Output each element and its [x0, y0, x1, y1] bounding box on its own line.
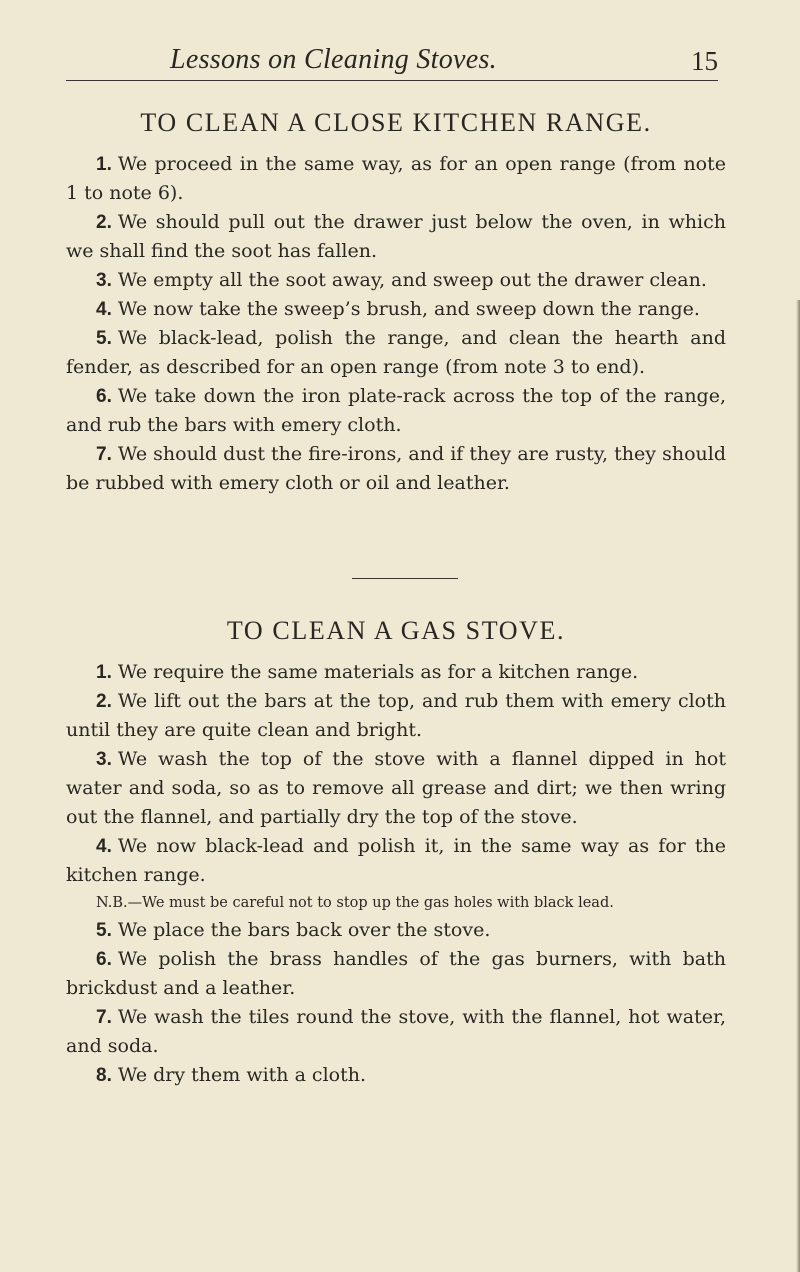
step — [66, 658, 726, 687]
step — [66, 295, 726, 324]
step — [66, 745, 726, 832]
step-text: We dry them with a cloth. — [117, 1064, 367, 1086]
step — [66, 687, 726, 745]
section-title: TO CLEAN A CLOSE KITCHEN RANGE. — [140, 108, 652, 137]
step-number: 4. — [96, 299, 112, 320]
step-number: 5. — [96, 328, 112, 349]
section-title: TO CLEAN A GAS STOVE. — [226, 616, 566, 645]
step — [66, 150, 726, 208]
step-number: 5. — [96, 920, 112, 941]
section-divider — [352, 578, 458, 579]
step-text: We now black-lead and polish it, in the same way as for the kitchen range. — [66, 835, 726, 886]
step-number: 3. — [96, 749, 112, 770]
section-gas-stove — [66, 616, 726, 1090]
step-number: 7. — [96, 444, 112, 465]
step — [66, 1061, 726, 1090]
step-text: We now take the sweep’s brush, and sweep down the range. — [117, 298, 700, 320]
step-number: 3. — [96, 270, 112, 291]
section-close-kitchen-range — [66, 108, 726, 498]
step-number: 2. — [96, 691, 112, 712]
step-text: We black-lead, polish the range, and clean the hearth and fender, as described for an open range (from note 3 to end). — [66, 327, 726, 378]
step — [66, 945, 726, 1003]
step-text: We place the bars back over the stove. — [117, 919, 491, 941]
note: N.B.—We must be careful not to stop up the gas holes with black lead. — [96, 895, 614, 911]
step-text: We wash the top of the stove with a flannel dipped in hot water and soda, so as to remove all grease and dirt; we then wring out the flannel, and partially dry the top of the stove. — [66, 748, 726, 828]
step-number: 1. — [96, 154, 112, 175]
header-rule — [66, 80, 718, 81]
step — [66, 266, 726, 295]
step-text: We polish the brass handles of the gas burners, with bath brickdust and a leather. — [66, 948, 726, 999]
step — [66, 382, 726, 440]
step-number: 4. — [96, 836, 112, 857]
step-text: We lift out the bars at the top, and rub them with emery cloth until they are quite clean and bright. — [66, 690, 726, 741]
step-number: 1. — [96, 662, 112, 683]
step-number: 2. — [96, 212, 112, 233]
step-number: 6. — [96, 386, 112, 407]
step — [66, 440, 726, 498]
page-number: 15 — [691, 46, 718, 76]
running-title: Lessons on Cleaning Stoves. — [170, 44, 497, 75]
step-number: 6. — [96, 949, 112, 970]
step — [66, 916, 726, 945]
step-number: 8. — [96, 1065, 112, 1086]
step-text: We should dust the fire-irons, and if they are rusty, they should be rubbed with emery cloth or oil and leather. — [66, 443, 726, 494]
step-text: We take down the iron plate-rack across the top of the range, and rub the bars with emery cloth. — [66, 385, 726, 436]
step-text: We wash the tiles round the stove, with the flannel, hot water, and soda. — [66, 1006, 726, 1057]
step-text: We proceed in the same way, as for an open range (from note 1 to note 6). — [66, 153, 726, 204]
step — [66, 208, 726, 266]
step — [66, 1003, 726, 1061]
step-text: We empty all the soot away, and sweep out the drawer clean. — [117, 269, 707, 291]
step-number: 7. — [96, 1007, 112, 1028]
step — [66, 324, 726, 382]
step — [66, 832, 726, 890]
step-text: We require the same materials as for a kitchen range. — [117, 661, 639, 683]
page-edge — [796, 300, 800, 1272]
step-text: We should pull out the drawer just below the oven, in which we shall find the soot has fallen. — [66, 211, 726, 262]
running-header — [66, 38, 718, 78]
